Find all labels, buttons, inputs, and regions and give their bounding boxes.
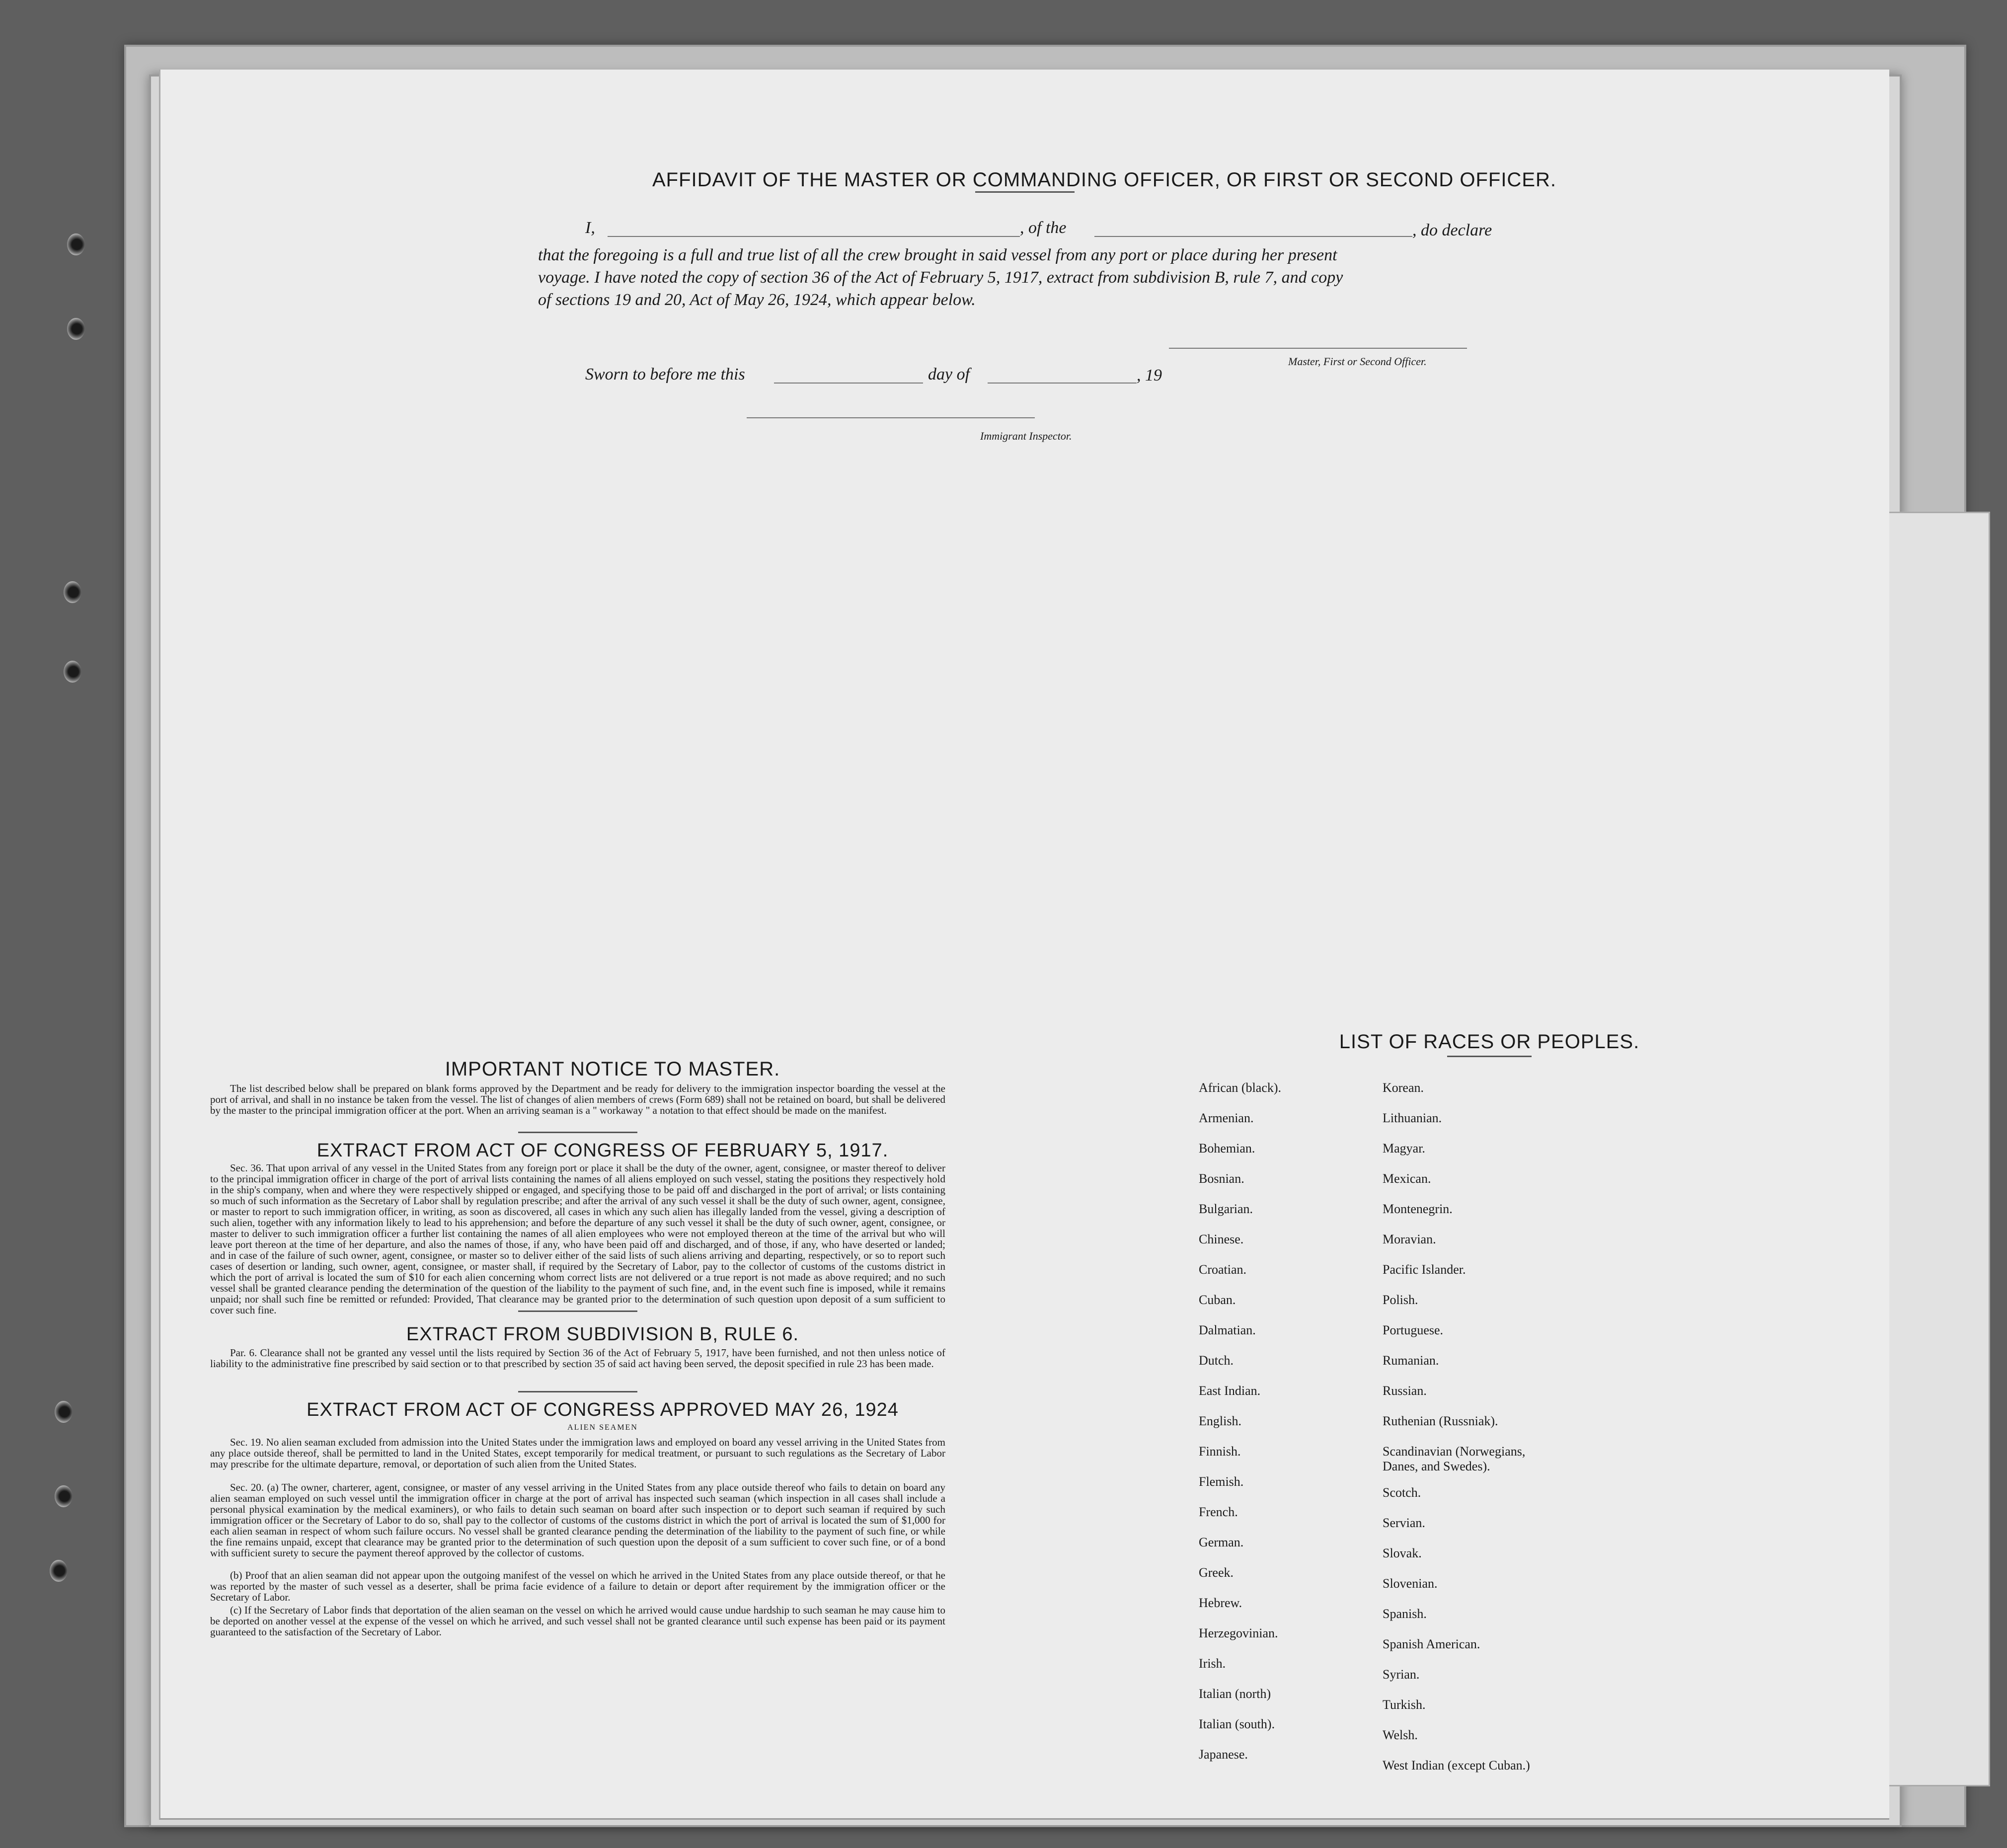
- race-right-item: Scotch.: [1383, 1485, 1421, 1500]
- form-page: [159, 70, 1889, 1820]
- section-divider: [518, 1132, 637, 1133]
- races-title: LIST OF RACES OR PEOPLES.: [1339, 1031, 1640, 1053]
- binder-hole: [64, 581, 81, 603]
- affidavit-of-the-label: , of the: [1020, 219, 1067, 237]
- race-left-item: Armenian.: [1199, 1111, 1254, 1125]
- vessel-name-field[interactable]: [1094, 236, 1412, 237]
- extract-rule6-title: EXTRACT FROM SUBDIVISION B, RULE 6.: [406, 1324, 799, 1345]
- race-left-item: Dalmatian.: [1199, 1323, 1256, 1337]
- race-left-item: Italian (south).: [1199, 1717, 1275, 1731]
- sworn-month-field[interactable]: [988, 383, 1137, 384]
- sworn-label: Sworn to before me this: [585, 365, 745, 384]
- race-left-item: Bohemian.: [1199, 1141, 1255, 1155]
- race-left-item: Cuban.: [1199, 1293, 1236, 1307]
- race-left-item: Dutch.: [1199, 1353, 1234, 1368]
- extract-1924-sec20b: (b) Proof that an alien seaman did not appear upon the outgoing manifest of the vessel on which he arrived in the United States from any place outside thereof, or that he was reported by the master of such vessel as a deserter, shall be prima facie evidence of a failure to detain or deport after requirement by the immigration officer or the Secretary of Labor.: [210, 1569, 945, 1603]
- race-left-item: Herzegovinian.: [1199, 1626, 1278, 1640]
- race-right-item: Scandinavian (Norwegians, Danes, and Swedes).: [1383, 1444, 1526, 1473]
- race-left-item: French.: [1199, 1505, 1238, 1519]
- affidavit-body-line-2: voyage. I have noted the copy of section 36 of the Act of February 5, 1917, extract from subdivision B, rule 7, and copy: [538, 268, 1343, 287]
- race-right-item: West Indian (except Cuban.): [1383, 1758, 1530, 1772]
- race-right-item: Ruthenian (Russniak).: [1383, 1414, 1498, 1428]
- race-left-item: Japanese.: [1199, 1747, 1248, 1762]
- race-right-item: Syrian.: [1383, 1667, 1420, 1682]
- race-left-item: Irish.: [1199, 1656, 1226, 1671]
- extract-1924-sec20a: Sec. 20. (a) The owner, charterer, agent, consignee, or master of any vessel arriving in the United States from any place outside thereof who fails to detain on board any alien seaman employed on such vessel until the immigration officer in charge at the port of arrival has inspected such seaman (which inspection in all cases shall include a personal physical examination by the medical examiners), or who fails to detain such seaman on board after such inspection or to deport such seaman if required by such immigration officer or the Secretary of Labor to do so, shall pay to the collector of customs of the customs district in which the port of arrival is located the sum of $1,000 for each alien seaman in respect of whom such failure occurs. No vessel shall be granted clearance pending the determination of the liability to the payment of such fine, or while the fine remains unpaid, except that clearance may be granted prior to the determination of such question upon the deposit of a sum sufficient to cover such fine, or of a bond with sufficient surety to secure the payment thereof approved by the collector of customs.: [210, 1481, 945, 1559]
- year-label: , 19: [1137, 366, 1162, 385]
- section-divider: [518, 1310, 637, 1312]
- race-right-item: Spanish American.: [1383, 1637, 1480, 1651]
- race-right-item: Korean.: [1383, 1080, 1424, 1095]
- extract-1924-subtitle: ALIEN SEAMEN: [567, 1423, 638, 1432]
- race-right-item: Portuguese.: [1383, 1323, 1444, 1337]
- race-right-item: Slovak.: [1383, 1546, 1422, 1560]
- binder-hole: [55, 1401, 73, 1423]
- race-right-item: Russian.: [1383, 1384, 1427, 1398]
- race-left-item: East Indian.: [1199, 1384, 1261, 1398]
- affidavit-do-declare: , do declare: [1412, 221, 1492, 239]
- race-right-item: Slovenian.: [1383, 1576, 1438, 1591]
- race-right-item: Turkish.: [1383, 1697, 1426, 1712]
- affidavit-body-line-1: that the foregoing is a full and true list of all the crew brought in said vessel from any port or place during her present: [538, 246, 1337, 264]
- affidavit-body-line-3: of sections 19 and 20, Act of May 26, 1924, which appear below.: [538, 291, 976, 309]
- notice-title: IMPORTANT NOTICE TO MASTER.: [445, 1058, 780, 1080]
- race-right-item: Polish.: [1383, 1293, 1418, 1307]
- section-divider: [518, 1391, 637, 1392]
- binder-hole: [64, 661, 81, 683]
- extract-rule6-text: Par. 6. Clearance shall not be granted any vessel until the lists required by Section 36 of the Act of February 5, 1917, have been furnished, and not then unless notice of liability to the administrative fine prescribed by said section or to that prescribed by section 35 of said act having been served, the deposit specified in rule 23 has been made.: [210, 1347, 945, 1370]
- race-left-item: Flemish.: [1199, 1474, 1244, 1489]
- race-right-item: Welsh.: [1383, 1728, 1418, 1742]
- race-left-item: Bosnian.: [1199, 1171, 1244, 1186]
- master-signature-line[interactable]: [1169, 348, 1467, 349]
- affidavit-i-label: I,: [585, 219, 595, 237]
- race-left-item: African (black).: [1199, 1080, 1282, 1095]
- inspector-signature-line[interactable]: [747, 417, 1035, 418]
- extract-1924-sec20c: (c) If the Secretary of Labor finds that deportation of the alien seaman on the vessel on which he arrived would cause undue hardship to such seaman he may cause him to be deported on another vessel at the expense of the vessel on which he arrived, and such vessel shall not be granted clearance until such expense has been paid or its payment guaranteed to the satisfaction of the Secretary of Labor.: [210, 1604, 945, 1638]
- race-right-item: Moravian.: [1383, 1232, 1436, 1246]
- title-divider: [975, 191, 1075, 193]
- attached-side-sheet: [1888, 512, 1990, 1786]
- race-left-item: Finnish.: [1199, 1444, 1241, 1459]
- races-title-divider: [1447, 1056, 1532, 1057]
- race-left-item: Hebrew.: [1199, 1596, 1242, 1610]
- race-right-item: Mexican.: [1383, 1171, 1431, 1186]
- master-signature-label: Master, First or Second Officer.: [1288, 355, 1427, 368]
- race-left-item: English.: [1199, 1414, 1241, 1428]
- day-of-label: day of: [928, 365, 970, 384]
- extract-1924-sec19: Sec. 19. No alien seaman excluded from admission into the United States under the immigration laws and employed on board any vessel arriving in the United States from any place outside thereof, shall be permitted to land in the United States, except temporarily for medical treatment, or pursuant to such regulations as the Secretary of Labor may prescribe for the ultimate departure, removal, or deportation of such alien from the United States.: [210, 1436, 945, 1470]
- race-right-item: Pacific Islander.: [1383, 1262, 1466, 1277]
- binder-hole: [55, 1485, 73, 1507]
- race-right-item: Montenegrin.: [1383, 1202, 1453, 1216]
- race-left-item: Croatian.: [1199, 1262, 1247, 1277]
- race-right-item: Servian.: [1383, 1516, 1425, 1530]
- race-right-item: Rumanian.: [1383, 1353, 1439, 1368]
- master-name-field[interactable]: [608, 236, 1020, 237]
- race-left-item: Bulgarian.: [1199, 1202, 1253, 1216]
- race-left-item: Chinese.: [1199, 1232, 1244, 1246]
- extract-1924-title: EXTRACT FROM ACT OF CONGRESS APPROVED MAY 26, 1924: [307, 1399, 899, 1420]
- race-left-item: Greek.: [1199, 1565, 1234, 1580]
- race-left-item: German.: [1199, 1535, 1244, 1549]
- extract-1917-title: EXTRACT FROM ACT OF CONGRESS OF FEBRUARY 5, 1917.: [316, 1140, 889, 1161]
- race-right-item: Spanish.: [1383, 1607, 1427, 1621]
- affidavit-title: AFFIDAVIT OF THE MASTER OR COMMANDING OFFICER, OR FIRST OR SECOND OFFICER.: [652, 169, 1556, 191]
- race-right-item: Lithuanian.: [1383, 1111, 1442, 1125]
- race-right-item: Magyar.: [1383, 1141, 1425, 1155]
- binder-hole: [67, 233, 85, 255]
- extract-1917-text: Sec. 36. That upon arrival of any vessel in the United States from any foreign port or place it shall be the duty of the owner, agent, consignee, or master thereof to deliver to the principal immigration officer in charge of the port of arrival lists containing the names of all aliens employed on such vessel, stating the positions they respectively hold in the ship's company, when and where they were respectively shipped or engaged, and specifying those to be paid off and discharged in the port of arrival; or lists containing so much of such information as the Secretary of Labor shall by regulation prescribe; and after the arrival of any such vessel it shall be the duty of such owner, agent, consignee, or master to report to such immigration officer, in writing, as soon as discovered, all cases in which any such alien has illegally landed from the vessel, giving a description of such alien, together with any information likely to lead to his apprehension; and before the departure of any such vessel it shall be the duty of such owner, agent, consignee, or master to deliver to such immigration officer a further list containing the names of all alien employees who were not employed thereon at the time of the arrival but who will leave port thereon at the time of her departure, and also the names of those, if any, who have been paid off and discharged, and of those, if any, who have deserted or landed; and in case of the failure of such owner, agent, consignee, or master so to deliver either of the said lists of such aliens arriving and departing, respectively, or so to report such cases of desertion or landing, such owner, agent, consignee, or master shall, if required by the Secretary of Labor, pay to the collector of customs of the customs district in which the port of arrival is located the sum of $10 for each alien concerning whom correct lists are not delivered or a true report is not made as above required; and no such vessel shall be granted clearance pending the determination of the question of the liability to the payment of such fine, and, in the event such fine is imposed, while it remains unpaid; nor shall such fine be remitted or refunded: Provided, That clearance may be granted prior to the determination of such question upon deposit of a sum sufficient to cover such fine.: [210, 1162, 945, 1316]
- inspector-label: Immigrant Inspector.: [980, 430, 1072, 442]
- notice-text: The list described below shall be prepared on blank forms approved by the Department and be ready for delivery to the immigration inspector boarding the vessel at the port of arrival, and shall in no instance be taken from the vessel. The list of changes of alien members of crews (Form 689) shall not be retained on board, but shall be delivered by the master to the principal immigration officer at the port. When an arriving seaman is a " workaway " a notation to that effect should be made on the manifest.: [210, 1082, 945, 1116]
- race-left-item: Italian (north): [1199, 1687, 1271, 1701]
- sworn-day-field[interactable]: [774, 383, 923, 384]
- binder-hole: [50, 1560, 68, 1582]
- binder-hole: [67, 318, 85, 340]
